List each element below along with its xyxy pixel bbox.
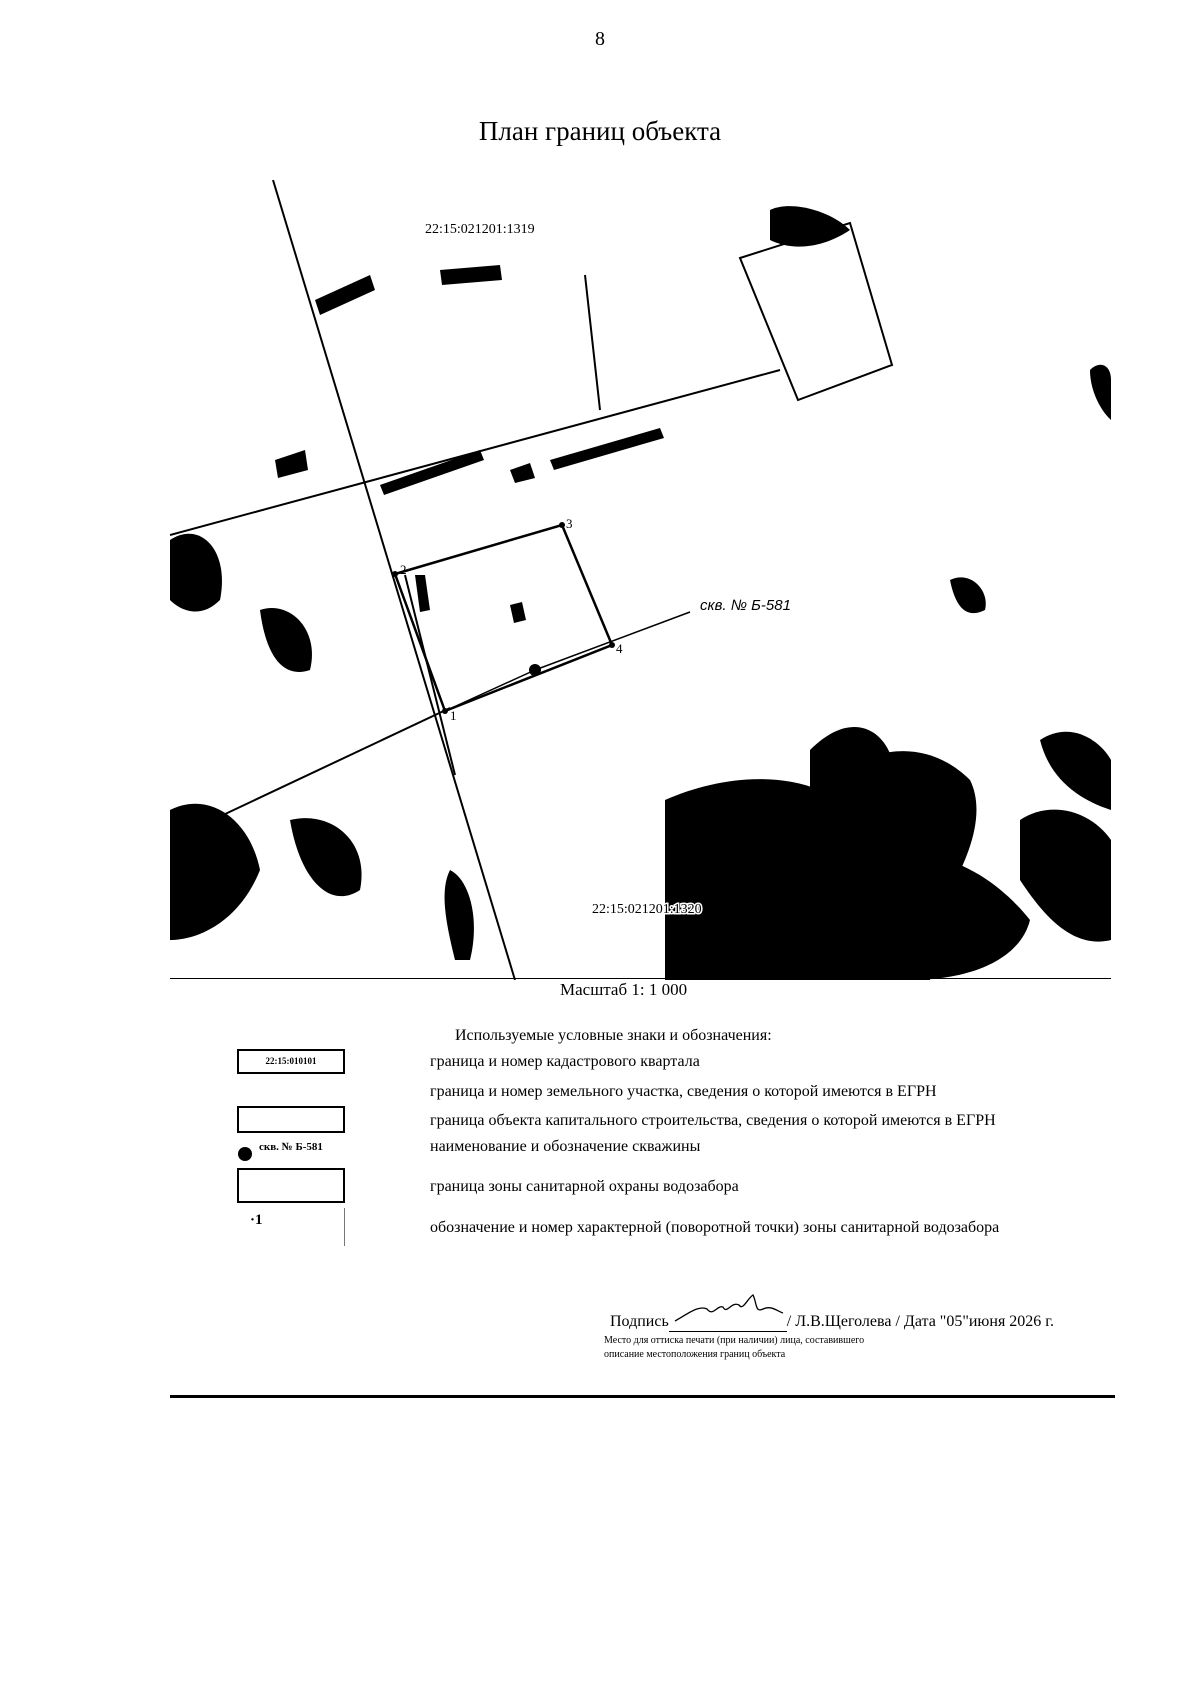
well-marker [529, 664, 541, 676]
legend-item-building: граница объекта капитального строительства, сведения о которой имеются в ЕГРН [430, 1112, 996, 1129]
quarter-label-top: 22:15:021201:1319 [425, 222, 535, 237]
turning-point-marker-2 [392, 571, 398, 577]
legend-point-label: ·1 [250, 1212, 263, 1228]
page-title: План границ объекта [478, 116, 722, 146]
turning-point-label-1: 1 [450, 708, 457, 723]
turning-point-label-2: 2 [400, 562, 407, 577]
turning-point-label-4: 4 [616, 641, 623, 656]
signature-label: Подпись [610, 1313, 669, 1330]
map-bottom-rule [170, 978, 1111, 979]
legend-heading: Используемые условные знаки и обозначения: [455, 1027, 772, 1044]
legend-well-icon [238, 1147, 252, 1161]
legend-item-turning-point: обозначение и номер характерной (поворотной точки) зоны санитарной водозабора [430, 1219, 1000, 1236]
legend-building-symbol [237, 1106, 345, 1133]
quarter-label-bottom: 22:15:021201:1320 [592, 902, 702, 917]
legend-item-well: наименование и обозначение скважины [430, 1138, 701, 1155]
legend-item-sanitary-zone: граница зоны санитарной охраны водозабора [430, 1178, 739, 1195]
bottom-rule [170, 1395, 1115, 1398]
well-map-label: скв. № Б-581 [700, 597, 791, 614]
turning-point-marker-1 [442, 708, 448, 714]
handwritten-signature [669, 1291, 787, 1329]
legend-item-land-plot: граница и номер земельного участка, сведения о которой имеются в ЕГРН [430, 1083, 937, 1100]
boundary-map [170, 180, 1111, 980]
legend-well-label: скв. № Б-581 [259, 1141, 323, 1153]
turning-point-label-3: 3 [566, 516, 573, 531]
turning-point-marker-4 [609, 642, 615, 648]
signature-text: / Л.В.Щеголева / Дата "05"июня 2026 г. [786, 1313, 1055, 1330]
legend-quarter-symbol: 22:15:010101 [237, 1049, 345, 1074]
map-scale: Масштаб 1: 1 000 [560, 980, 688, 999]
signature-note-line-1: Место для оттиска печати (при наличии) лица, составившего [604, 1335, 865, 1346]
page-number: 8 [595, 28, 605, 50]
turning-point-marker-3 [559, 522, 565, 528]
signature-row [610, 1313, 1054, 1332]
legend-zone-symbol [237, 1168, 345, 1203]
signature-line [669, 1313, 787, 1332]
legend-item-quarter: граница и номер кадастрового квартала [430, 1053, 700, 1070]
legend-divider [344, 1208, 345, 1246]
signature-note-line-2: описание местоположения границ объекта [604, 1349, 786, 1360]
